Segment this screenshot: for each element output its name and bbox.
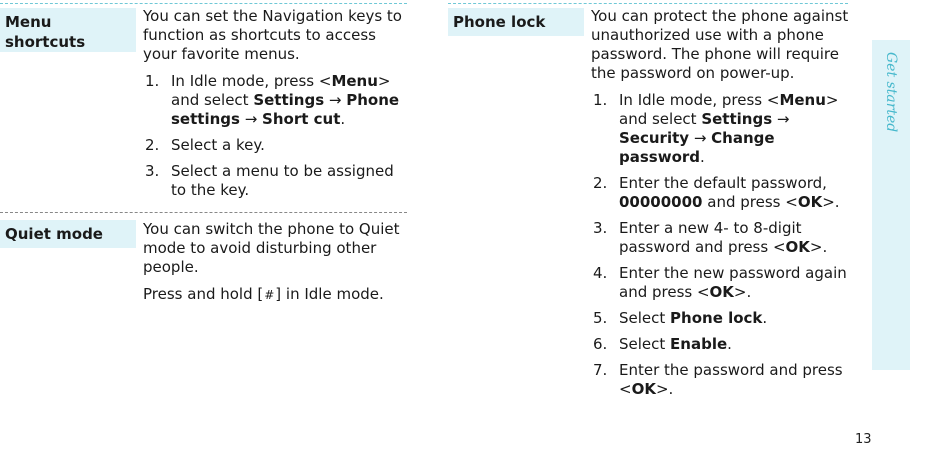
phone-lock-label: Phone lock [448,8,584,36]
list-item: 3. Enter a new 4- to 8-digit password and press <OK>. [593,219,828,256]
phone-lock-steps [591,91,853,399]
list-item: 1. In Idle mode, press <Menu> and select Settings → Phone settings → Short cut. [145,72,400,128]
menu-shortcuts-body [143,7,408,207]
menu-shortcuts-intro: You can set the Navigation keys to function as shortcuts to access your favorite menus. [143,7,402,63]
list-item: 5. Select Phone lock. [593,309,768,327]
phone-lock-intro: You can protect the phone against unauthorized use with a phone password. The phone will require the password on power-up. [591,7,849,82]
list-item: 2. Select a key. [145,136,265,154]
list-item: 1. In Idle mode, press <Menu> and select Settings → Security → Change password. [593,91,839,166]
page-number: 13 [855,432,872,447]
quiet-mode-label: Quiet mode [0,220,136,248]
section-divider [0,212,407,213]
chapter-title: Get started [883,52,899,133]
chapter-side-tab [872,40,910,370]
list-item: 7. Enter the password and press <OK>. [593,361,843,398]
list-item: 3. Select a menu to be assigned to the key. [145,162,394,199]
menu-shortcuts-steps [143,72,408,200]
hash-key-icon: # [264,288,275,302]
quiet-mode-instruction: Press and hold [#] in Idle mode. [143,285,384,303]
phone-lock-body [591,7,853,406]
list-item: 2. Enter the default password, 00000000 and press <OK>. [593,174,840,211]
top-rule-left [0,3,407,4]
quiet-mode-body [143,220,408,313]
list-item: 6. Select Enable. [593,335,732,353]
top-rule-right [448,3,848,4]
menu-shortcuts-label: Menu shortcuts [0,8,136,52]
list-item: 4. Enter the new password again and press <OK>. [593,264,847,301]
quiet-mode-intro: You can switch the phone to Quiet mode to avoid disturbing other people. [143,220,400,276]
